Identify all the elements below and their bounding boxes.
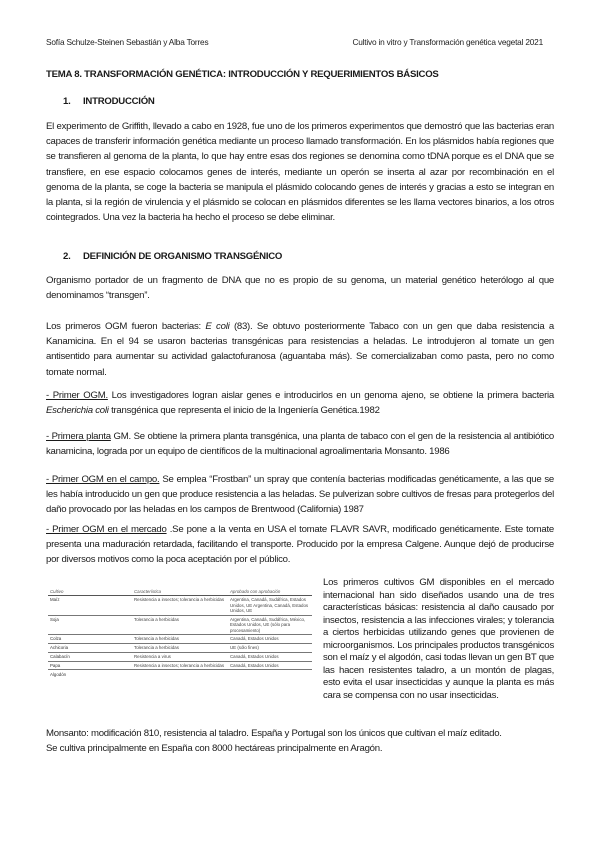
text-run: GM. Se obtiene la primera planta transgénica, una planta de tabaco con el gen de la resistencia al antibiótico kanamicina, lograda por un equipo de científicos de la multinacional agroalimentaria Monsanto. 1986: [46, 431, 554, 458]
document-title: TEMA 8. TRANSFORMACIÓN GENÉTICA: INTRODUCCIÓN Y REQUERIMIENTOS BÁSICOS: [46, 69, 439, 80]
milestone-first-field: [46, 472, 554, 518]
milestone-label: - Primer OGM en el campo.: [46, 474, 160, 485]
table-cell: Achicoria: [48, 643, 132, 652]
table-row: [48, 615, 312, 635]
milestone-first-plant: [46, 429, 554, 459]
closing-line-hectares: Se cultiva principalmente en España con 8000 hectáreas principalmente en Aragón.: [46, 743, 383, 754]
table-cell: Argentina, Canadá, Sudáfrica, México, Estados Unidos, UE (sólo para procesamiento): [228, 615, 312, 635]
first-ogm-history-paragraph: [46, 319, 554, 380]
text-run: transgénica que representa el inicio de la Ingeniería Genética.1982: [108, 405, 380, 417]
table-cell: Algodón: [50, 671, 67, 677]
table-cell: Canadá, Estados Unidos: [228, 652, 312, 661]
table-cell: Argentina, Canadá, Sudáfrica, Estados Unidos, UE Argentina, Canadá, Estados Unidos, UE: [228, 596, 312, 616]
text-run: Los investigadores logran aislar genes e introducirlos en un genoma ajeno, se obtiene la primera bacteria: [107, 390, 554, 401]
species-name: E coli: [205, 321, 230, 332]
text-run: Los primeros OGM fueron bacterias:: [46, 321, 206, 332]
species-name: Escherichia coli: [46, 405, 109, 417]
table-header-row: [48, 588, 312, 596]
table-cell: Calabacín: [48, 652, 132, 661]
column-header: Característica: [132, 588, 228, 596]
section-number: 1.: [63, 96, 71, 107]
table-row: [48, 661, 312, 670]
gm-crops-table: [48, 588, 312, 678]
milestone-label: - Primer OGM en el mercado: [46, 524, 167, 535]
section-heading-introduccion: [63, 96, 155, 107]
milestone-label: - Primer OGM.: [46, 390, 108, 401]
table-cell: Resistencia a insectos; tolerancia a herbicidas: [132, 596, 228, 616]
table-cell: Canadá, Estados Unidos: [228, 661, 312, 670]
table-row: [48, 635, 312, 644]
table-row: [48, 652, 312, 661]
table-cell: UE (sólo fines): [228, 643, 312, 652]
table-cell: Resistencia a insectos; tolerancia a herbicidas: [132, 661, 228, 670]
table-cell: Tolerancia a herbicidas: [132, 635, 228, 644]
text-run: Se emplea “Frostban” un spray que contenía bacterias modificadas genéticamente, a las que se les había introducido un gen que produce resistencia a las heladas. Se pulverizan sobre cultivos de fresas para protegerlos del daño provocado por las heladas en los campos de Brentwood (California) 1987: [46, 474, 554, 516]
definition-paragraph: Organismo portador de un fragmento de DNA que no es propio de su genoma, un material genético heterólogo al que denominamos “transgen”.: [46, 275, 554, 302]
section-title: DEFINICIÓN DE ORGANISMO TRANSGÉNICO: [83, 251, 283, 262]
table-row: [48, 596, 312, 616]
table-cell: Tolerancia a herbicidas: [132, 615, 228, 635]
text-run: (83). Se obtuvo posteriormente Tabaco con un gen que daba resistencia a Kanamicina. En el 94 se usaron bacterias transgénicas para resistencias a heladas. Le introdujeron al tomate un gen antisentido para aumentar su actividad galactofuranosa (aguantaba más). Se comercializaban como pasta, pero no como tomate normal.: [46, 321, 554, 378]
section-title: INTRODUCCIÓN: [83, 96, 155, 107]
table-cell: Canadá, Estados Unidos: [228, 635, 312, 644]
intro-paragraph: El experimento de Griffith, llevado a cabo en 1928, fue uno de los primeros experimentos que demostró que las bacterias eran capaces de transferir información genética mediante un proceso llamado transformación. En los plásmidos había regiones que se transfieren al genoma de la planta, lo que hay entre esas dos regiones se denomina como tDNA porque es el DNA que se transfiere, en ese espacio colocamos genes de interés, mediante un operón se inserta al azar por recombinación en el genoma de la planta, se coge la bacteria se manipula el plásmido colocando genes de interés y gracias a esto se integran en la planta, si la región de virulencia y el plásmido se colocan en plásmidos diferentes se les llama vectores binarios, a los otros cointegrados. Una vez la bacteria ha hecho el proceso se debe eliminar.: [46, 121, 554, 224]
section-heading-definicion: [63, 251, 282, 262]
table-cell: Tolerancia a herbicidas: [132, 643, 228, 652]
table-cell: Soja: [48, 615, 132, 635]
header-authors: Sofía Schulze-Steinen Sebastián y Alba Torres: [46, 37, 209, 47]
gm-crops-paragraph: Los primeros cultivos GM disponibles en el mercado internacional han sido diseñados usando una de tres características básicas: resistencia al daño causado por insectos, resistencia a las infecciones virales; y tolerancia a ciertos herbicidas utilizando genes que provienen de microorganismos. Los principales productos transgénicos son el maíz y el algodón, casi todas llevan un gen BT que las hacen resistentes taladro, a un montón de plagas, esto evita el usar insecticidas y aunque la planta es más cara se compensa con no usar insecticidas.: [323, 577, 554, 701]
text-run: .Se pone a la venta en USA el tomate FLAVR SAVR, modificado genéticamente. Este tomate presenta una maduración retardada, facilitando el transporte. Producido por la empresa Calgene. Aunque dejó de producirse por diversos motivos como la poca aceptación por el público.: [46, 524, 554, 566]
closing-line-monsanto: Monsanto: modificación 810, resistencia al taladro. España y Portugal son los únicos que cultivan el maíz editado.: [46, 728, 502, 739]
table-cell: Maíz: [48, 596, 132, 616]
column-header: Cultivo: [48, 588, 132, 596]
table-cell: Colza: [48, 635, 132, 644]
table-cell: Resistencia a virus: [132, 652, 228, 661]
milestone-first-ogm: [46, 388, 554, 418]
table-row: [48, 643, 312, 652]
milestone-label: - Primera planta: [46, 431, 111, 442]
table-cell: [228, 670, 312, 678]
column-header: Aprobado con aprobación: [228, 588, 312, 596]
section-number: 2.: [63, 251, 71, 262]
milestone-first-market: [46, 522, 554, 568]
header-course: Cultivo in vitro y Transformación genética vegetal 2021: [352, 37, 543, 47]
table-row: [48, 670, 312, 678]
table-cell: Papa: [48, 661, 132, 670]
gm-crops-table-image: [48, 588, 312, 720]
table-cell: [132, 670, 228, 678]
